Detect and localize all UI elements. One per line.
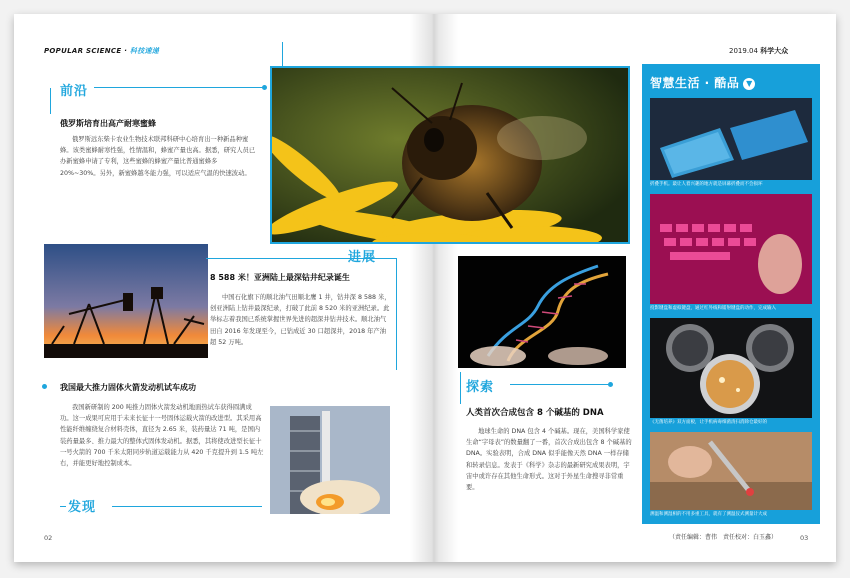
magazine-spread xyxy=(14,14,836,562)
accent-dot xyxy=(608,382,613,387)
accent-line xyxy=(282,42,283,68)
page-number-right: 03 xyxy=(800,534,809,542)
accent-line xyxy=(112,506,262,507)
accent-dot xyxy=(262,85,267,90)
article-body-explore: 地球生命的 DNA 包含 4 个碱基。现在，美国科学家使生命“字母表”的数量翻了一番，首次合成出包含 8 个碱基的 DNA。实验表明，合成 DNA 似乎能像天然 DNA 一样存储和转录信息。发表于《科学》杂志的最新研究成果表明，宇宙中或许存在其他生命形式。这对于外星生命搜寻非常重要。 xyxy=(466,428,632,492)
section-tag-discovery: 发现 xyxy=(68,500,97,515)
petri-dish-photo xyxy=(650,318,812,418)
chevron-down-icon: ▼ xyxy=(743,78,755,90)
header-separator: · xyxy=(121,47,130,55)
sidebar-smart-life xyxy=(642,64,820,524)
oil-field-photo xyxy=(44,244,208,358)
column-label: 科技速递 xyxy=(129,47,160,55)
sidebar-caption: 《无菌培养》双方面板，让手机病毒细菌清扫消除仓最好的 xyxy=(650,420,767,425)
page-number-left: 02 xyxy=(44,534,53,542)
article-title-frontier: 俄罗斯培育出高产耐寒蜜蜂 xyxy=(60,119,156,128)
sidebar-caption: 测温和测湿相的不用多重工具，就有了测温仪式测量计大成 xyxy=(650,512,767,517)
dna-photo xyxy=(458,256,626,368)
sidebar-caption: 投影键盘和虚拟键盘，通过红外线和镭射键盘的动作，完成输入 xyxy=(650,306,776,311)
sidebar-caption: 折叠手机。最让人着兴趣的地方就是屏幕折叠而不会损坏 xyxy=(650,182,763,187)
accent-line xyxy=(50,88,51,114)
article-body-frontier: 俄罗斯远东柴卡农业生物技术联邦科研中心培育出一种新品种蜜蜂。该类蜜蜂耐寒性强，性情温和，蜂蜜产量也高。据悉，研究人员已办新蜜蜂申请了专利，这些蜜蜂的蜂蜜产量比普通蜜蜂多 20%~30%。另外，新蜜蜂越冬能力强，可以适应气温的快速波动。 xyxy=(60,136,256,177)
article-title-discovery: 我国最大推力固体火箭发动机试车成功 xyxy=(60,383,196,392)
bee-photo xyxy=(270,66,630,244)
accent-line xyxy=(94,87,264,88)
article-title-progress: 8 588 米！亚洲陆上最深钻井纪录诞生 xyxy=(210,273,350,282)
accent-line xyxy=(510,384,610,385)
accent-dot xyxy=(42,384,47,389)
sidebar-title-text: 智慧生活 · 酷品 xyxy=(650,76,740,90)
article-title-explore: 人类首次合成包含 8 个碱基的 DNA xyxy=(466,408,604,418)
section-tag-frontier: 前沿 xyxy=(60,84,89,99)
accent-line xyxy=(460,372,461,404)
article-body-progress: 中国石化旗下的顺北油气田顺北鹰 1 井，钻井深 8 588 米，创亚洲陆上钻井最深纪录，打破了此前 8 520 米的亚洲纪录。此举标志着我国已系统掌握世界先进的超深井钻井技术。顺北油气田自 2016 年发现至今，已钻成近 30 口超深井，2018 年产油超 52 万吨。 xyxy=(210,294,391,346)
measuring-tool-photo xyxy=(650,432,812,510)
section-tag-progress: 进展 xyxy=(348,250,377,265)
sidebar-title xyxy=(650,74,755,91)
projection-keyboard-photo xyxy=(650,194,812,304)
brand-label: POPULAR SCIENCE xyxy=(44,47,122,55)
accent-line xyxy=(396,258,397,370)
magazine-name: 科学大众 xyxy=(760,46,789,55)
editor-credits: （责任编辑：曹伟 责任校对：白玉鑫） xyxy=(669,534,778,541)
folding-phone-photo xyxy=(650,98,812,180)
issue-date: 2019.04 xyxy=(729,47,758,55)
accent-line xyxy=(60,506,66,507)
header-right xyxy=(729,46,788,56)
section-tag-explore: 探索 xyxy=(466,380,495,395)
rocket-test-photo xyxy=(270,406,390,514)
header-left xyxy=(44,46,159,56)
article-body-discovery: 我国新研制的 200 吨推力固体火箭发动机地面热试车获得圆满成功。这一成果可应用于未来长征十一号固体运载火箭的改进型。其采用高性能纤维缠绕复合材料壳体，直径为 2.65 米，装药量达 71 吨，是国内装药量最多、推力最大的整体式固体发动机。据悉，其将使改进型长征十一号火箭的 700 千米太阳同步轨道运载能力从 420 千克提升到 1.5 吨左右，并能更好地控制成本。 xyxy=(60,404,264,468)
